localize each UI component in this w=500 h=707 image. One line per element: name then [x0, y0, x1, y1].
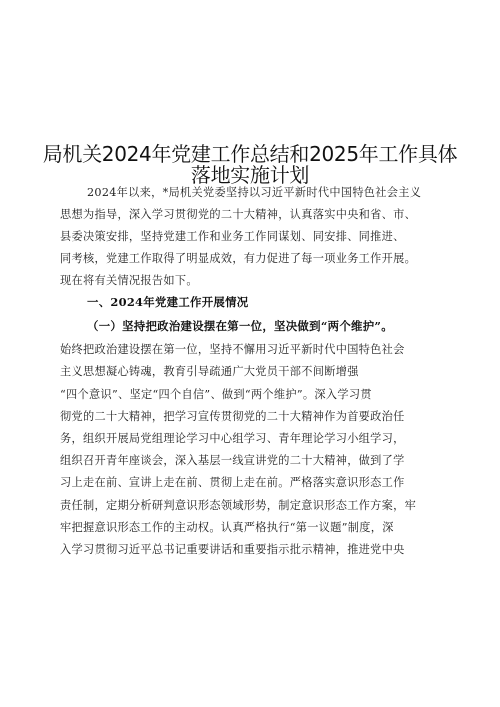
body-line: “四个意识”、坚定“四个自信”、做到“两个维护”。深入学习贯: [60, 388, 372, 401]
section-heading: 一、2024年党建工作开展情况: [87, 295, 249, 309]
document-title-line-2: 落地实施计划: [190, 163, 310, 187]
document-title-line-1: 局机关2024年党建工作总结和2025年工作具体: [42, 142, 458, 166]
body-line: 责任制，定期分析研判意识形态领域形势，制定意识形态工作方案，牢: [60, 499, 417, 512]
intro-line: 思想为指导，深入学习贯彻党的二十大精神，认真落实中央和省、市、: [60, 208, 417, 221]
intro-line: 同考核，党建工作取得了明显成效，有力促进了每一项业务工作开展。: [60, 252, 417, 265]
intro-line: 现在将有关情况报告如下。: [60, 274, 198, 287]
body-line: 主义思想凝心铸魂，教育引导疏通广大党员干部不间断增强: [60, 365, 359, 378]
intro-line: 县委决策安排，坚持党建工作和业务工作同谋划、同安排、同推进、: [60, 230, 405, 243]
body-line: 入学习贯彻习近平总书记重要讲话和重要指示批示精神，推进党中央: [60, 543, 405, 556]
intro-line: 2024年以来，*局机关党委坚持以习近平新时代中国特色社会主义: [87, 186, 422, 199]
body-line: 彻党的二十大精神，把学习宣传贯彻党的二十大精神作为首要政治任: [60, 410, 405, 423]
body-line: 始终把政治建设摆在第一位，坚持不懈用习近平新时代中国特色社会: [60, 343, 405, 356]
subsection-heading: （一）坚持把政治建设摆在第一位，坚决做到“两个维护”。: [87, 319, 393, 333]
body-line: 务，组织开展局党组理论学习中心组学习、青年理论学习小组学习，: [60, 432, 405, 445]
body-line: 牢把握意识形态工作的主动权。认真严格执行“第一议题”制度，深: [60, 521, 394, 534]
body-line: 习上走在前、宣讲上走在前、贯彻上走在前。严格落实意识形态工作: [60, 476, 405, 489]
body-line: 组织召开青年座谈会，深入基层一线宣讲党的二十大精神，做到了学: [60, 454, 405, 467]
